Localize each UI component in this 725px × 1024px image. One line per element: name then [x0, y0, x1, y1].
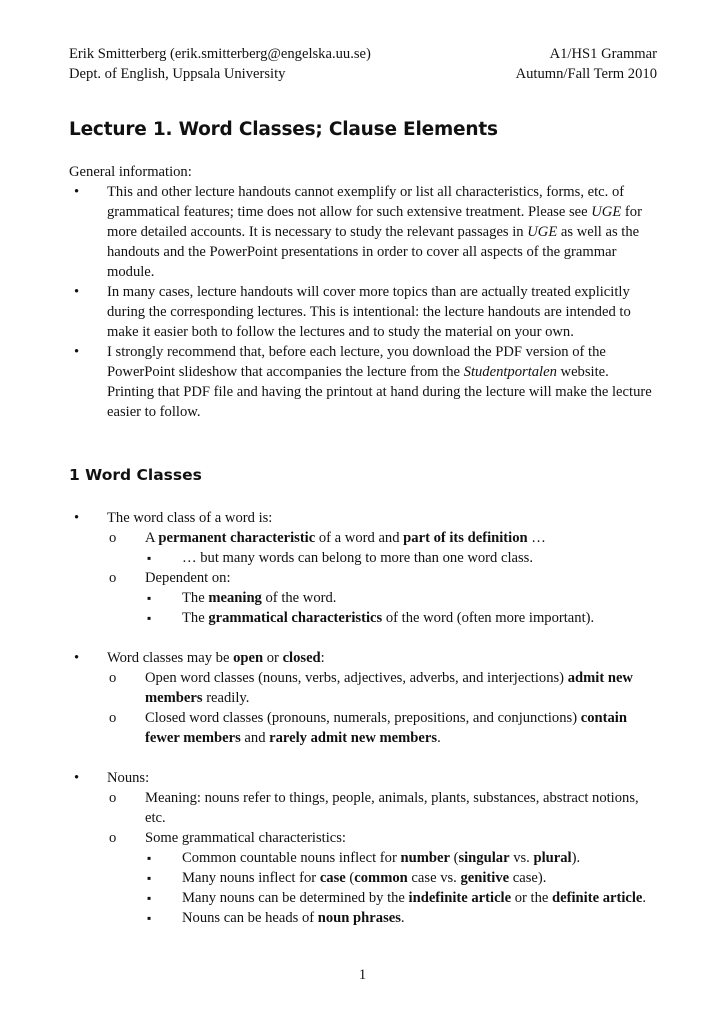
nouns-item [69, 768, 659, 928]
text: for more detailed accounts. It is necessary to study the relevant passages in [107, 204, 642, 240]
page-number: 1 [358, 967, 367, 983]
text: ). [571, 850, 581, 866]
text: case). [509, 870, 547, 886]
header-dept: Dept. of English, Uppsala University [69, 66, 286, 82]
bold-term: noun phrases [317, 910, 401, 926]
bold-term: indefinite article [408, 890, 512, 906]
text: or the [511, 890, 553, 906]
word-class-definition [69, 508, 659, 628]
open-closed-classes [69, 648, 659, 748]
text: ( [345, 870, 355, 886]
subitem-permanent [107, 528, 659, 568]
sublist [107, 668, 659, 748]
text: ( [449, 850, 459, 866]
sublist [145, 548, 659, 568]
text: of the word. [261, 590, 337, 606]
header-course: A1/HS1 Grammar [549, 46, 657, 62]
subsubitem-noun-phrases [145, 908, 659, 928]
bold-term: grammatical characteristics [208, 610, 383, 626]
text: Nouns: [107, 770, 150, 786]
text: and [240, 730, 270, 746]
text: website. Printing that PDF file and having the printout at hand during the lecture will make the lecture easier to follow. [107, 364, 652, 420]
section-heading-word-classes: 1 Word Classes [69, 466, 202, 484]
bold-term: definite article [552, 890, 643, 906]
text: … [527, 530, 546, 546]
header-author: Erik Smitterberg (erik.smitterberg@engelska.uu.se) [69, 46, 371, 62]
text: I strongly recommend that, before each lecture, you download the PDF version of the PowerPoint slideshow that accompanies the lecture from the [107, 344, 606, 380]
bold-term: plural [533, 850, 572, 866]
text: The [182, 610, 209, 626]
general-bullet-1 [69, 182, 659, 282]
text: Nouns can be heads of [182, 910, 318, 926]
text: Word classes may be [107, 650, 234, 666]
bold-term: permanent characteristic [158, 530, 316, 546]
bold-term: number [400, 850, 450, 866]
word-classes-list [69, 508, 659, 928]
bold-term: closed [282, 650, 321, 666]
text: The word class of a word is: [107, 510, 273, 526]
subsubitem-case [145, 868, 659, 888]
text: A [145, 530, 159, 546]
text: as well as the handouts and the PowerPoint presentations in order to cover all aspects of the grammar module. [107, 224, 640, 280]
spacer [69, 748, 659, 768]
text: readily. [202, 690, 250, 706]
sublist [145, 588, 659, 628]
text: Common countable nouns inflect for [182, 850, 401, 866]
bold-term: admit new members [145, 670, 633, 706]
text: vs. [509, 850, 534, 866]
text: The [182, 590, 209, 606]
subsubitem-number [145, 848, 659, 868]
word-classes-section [69, 508, 659, 928]
bold-term: common [354, 870, 408, 886]
text: Many nouns can be determined by the [182, 890, 409, 906]
text: Open word classes (nouns, verbs, adjectives, adverbs, and interjections) [145, 670, 568, 686]
text: case vs. [407, 870, 461, 886]
text: Dependent on: [145, 570, 231, 586]
studentportalen-ref: Studentportalen [463, 364, 557, 380]
text: : [320, 650, 325, 666]
sublist [107, 528, 659, 628]
text: . [642, 890, 647, 906]
general-heading: General information: [69, 164, 192, 180]
subitem-noun-characteristics [107, 828, 659, 928]
subsubitem-multiple-classes: ▪ … but many words can belong to more than one word class. [145, 548, 659, 568]
text: Closed word classes (pronouns, numerals, prepositions, and conjunctions) [145, 710, 581, 726]
general-information [69, 162, 659, 422]
bold-term: case [319, 870, 346, 886]
bold-term: meaning [208, 590, 262, 606]
subsubitem-grammatical [145, 608, 659, 628]
subsubitem-meaning [145, 588, 659, 608]
subitem-closed-classes [107, 708, 659, 748]
bold-term: open [233, 650, 264, 666]
subitem-open-classes [107, 668, 659, 708]
uge-ref: UGE [527, 224, 558, 240]
bold-term: contain fewer members [145, 710, 627, 746]
bold-term: part of its definition [403, 530, 528, 546]
general-bullet-list [69, 182, 659, 422]
spacer [69, 628, 659, 648]
bold-term: singular [458, 850, 510, 866]
subsubitem-article [145, 888, 659, 908]
text: . [400, 910, 405, 926]
text: Many nouns inflect for [182, 870, 320, 886]
page-header [69, 44, 657, 84]
text: Some grammatical characteristics: [145, 830, 346, 846]
bold-term: genitive [460, 870, 510, 886]
text: . [437, 730, 441, 746]
lecture-title: Lecture 1. Word Classes; Clause Elements [69, 119, 498, 140]
subitem-dependent [107, 568, 659, 628]
general-bullet-2: • In many cases, lecture handouts will cover more topics than are actually treated explicitly during the corresponding lectures. This is intentional: the lecture handouts are intended to make it easier both to follow the lectures and to study the material on your own. [69, 282, 659, 342]
sublist [145, 848, 659, 928]
general-bullet-3 [69, 342, 659, 422]
text: of the word (often more important). [382, 610, 595, 626]
text: of a word and [315, 530, 404, 546]
uge-ref: UGE [591, 204, 622, 220]
text: or [263, 650, 283, 666]
text: This and other lecture handouts cannot exemplify or list all characteristics, forms, etc. of grammatical features; time does not allow for such extensive treatment. Please see [107, 184, 625, 220]
bold-term: rarely admit new members [269, 730, 438, 746]
sublist [107, 788, 659, 928]
header-term: Autumn/Fall Term 2010 [515, 66, 657, 82]
subitem-noun-meaning: o Meaning: nouns refer to things, people, animals, plants, substances, abstract notions, etc. [107, 788, 659, 828]
